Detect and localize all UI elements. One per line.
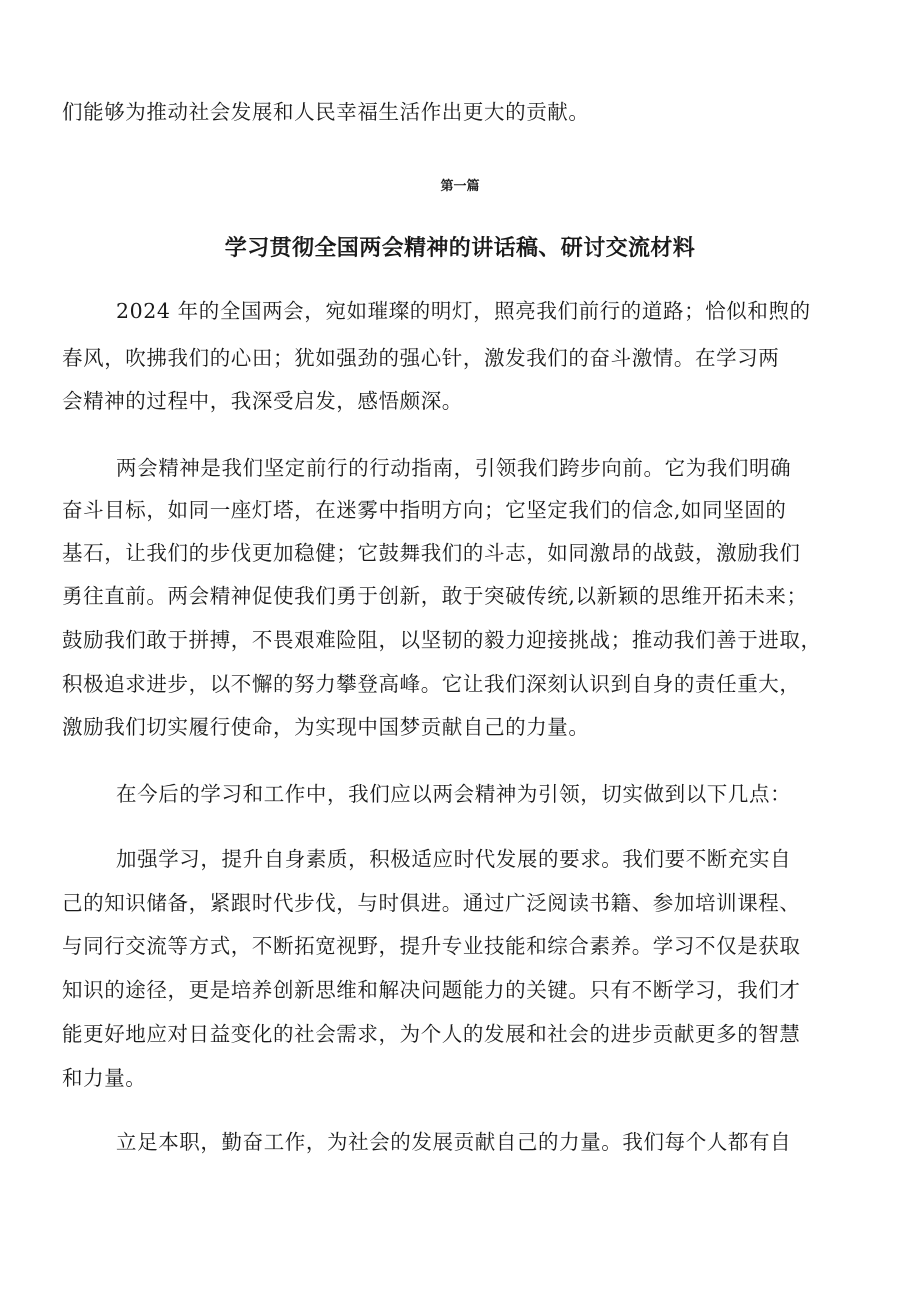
paragraph-line: 激励我们切实履行使命，为实现中国梦贡献自己的力量。: [62, 715, 590, 739]
paragraph-line: 加强学习，提升自身素质，积极适应时代发展的要求。我们要不断充实自: [116, 847, 792, 871]
paragraph-line: 基石，让我们的步伐更加稳健；它鼓舞我们的斗志，如同激昂的战鼓，激励我们: [62, 541, 801, 565]
intro-tail-line: 们能够为推动社会发展和人民幸福生活作出更大的贡献。: [62, 100, 590, 124]
paragraph-line: 积极追求进步，以不懈的努力攀登高峰。它让我们深刻认识到自身的责任重大，: [62, 672, 801, 696]
paragraph-line: 2024 年的全国两会，宛如璀璨的明灯，照亮我们前行的道路；恰似和煦的: [116, 299, 811, 323]
paragraph-line: 能更好地应对日益变化的社会需求，为个人的发展和社会的进步贡献更多的智慧: [62, 1022, 801, 1046]
paragraph-line: 与同行交流等方式，不断拓宽视野，提升专业技能和综合素养。学习不仅是获取: [62, 934, 801, 958]
paragraph-line: 会精神的过程中，我深受启发，感悟颇深。: [62, 389, 463, 413]
document-title: 学习贯彻全国两会精神的讲话稿、研讨交流材料: [224, 236, 696, 261]
paragraph-line: 和力量。: [62, 1066, 147, 1090]
paragraph-line: 春风，吹拂我们的心田；犹如强劲的强心针，激发我们的奋斗激情。在学习两: [62, 346, 780, 370]
paragraph-line: 鼓励我们敢于拼搏，不畏艰难险阻，以坚韧的毅力迎接挑战；推动我们善于进取，: [62, 628, 822, 652]
paragraph-line: 勇往直前。两会精神促使我们勇于创新，敢于突破传统,以新颖的思维开拓未来；: [62, 584, 808, 608]
paragraph-line: 己的知识储备，紧跟时代步伐，与时俱进。通过广泛阅读书籍、参加培训课程、: [62, 891, 801, 915]
paragraph-line: 立足本职，勤奋工作，为社会的发展贡献自己的力量。我们每个人都有自: [116, 1130, 792, 1154]
paragraph-line: 知识的途径，更是培养创新思维和解决问题能力的关键。只有不断学习，我们才: [62, 978, 801, 1002]
section-label: 第一篇: [440, 179, 480, 194]
paragraph-line: 在今后的学习和工作中，我们应以两会精神为引领，切实做到以下几点：: [116, 782, 792, 806]
paragraph-line: 两会精神是我们坚定前行的行动指南，引领我们跨步向前。它为我们明确: [116, 456, 792, 480]
paragraph-line: 奋斗目标，如同一座灯塔，在迷雾中指明方向；它坚定我们的信念,如同坚固的: [62, 498, 787, 522]
